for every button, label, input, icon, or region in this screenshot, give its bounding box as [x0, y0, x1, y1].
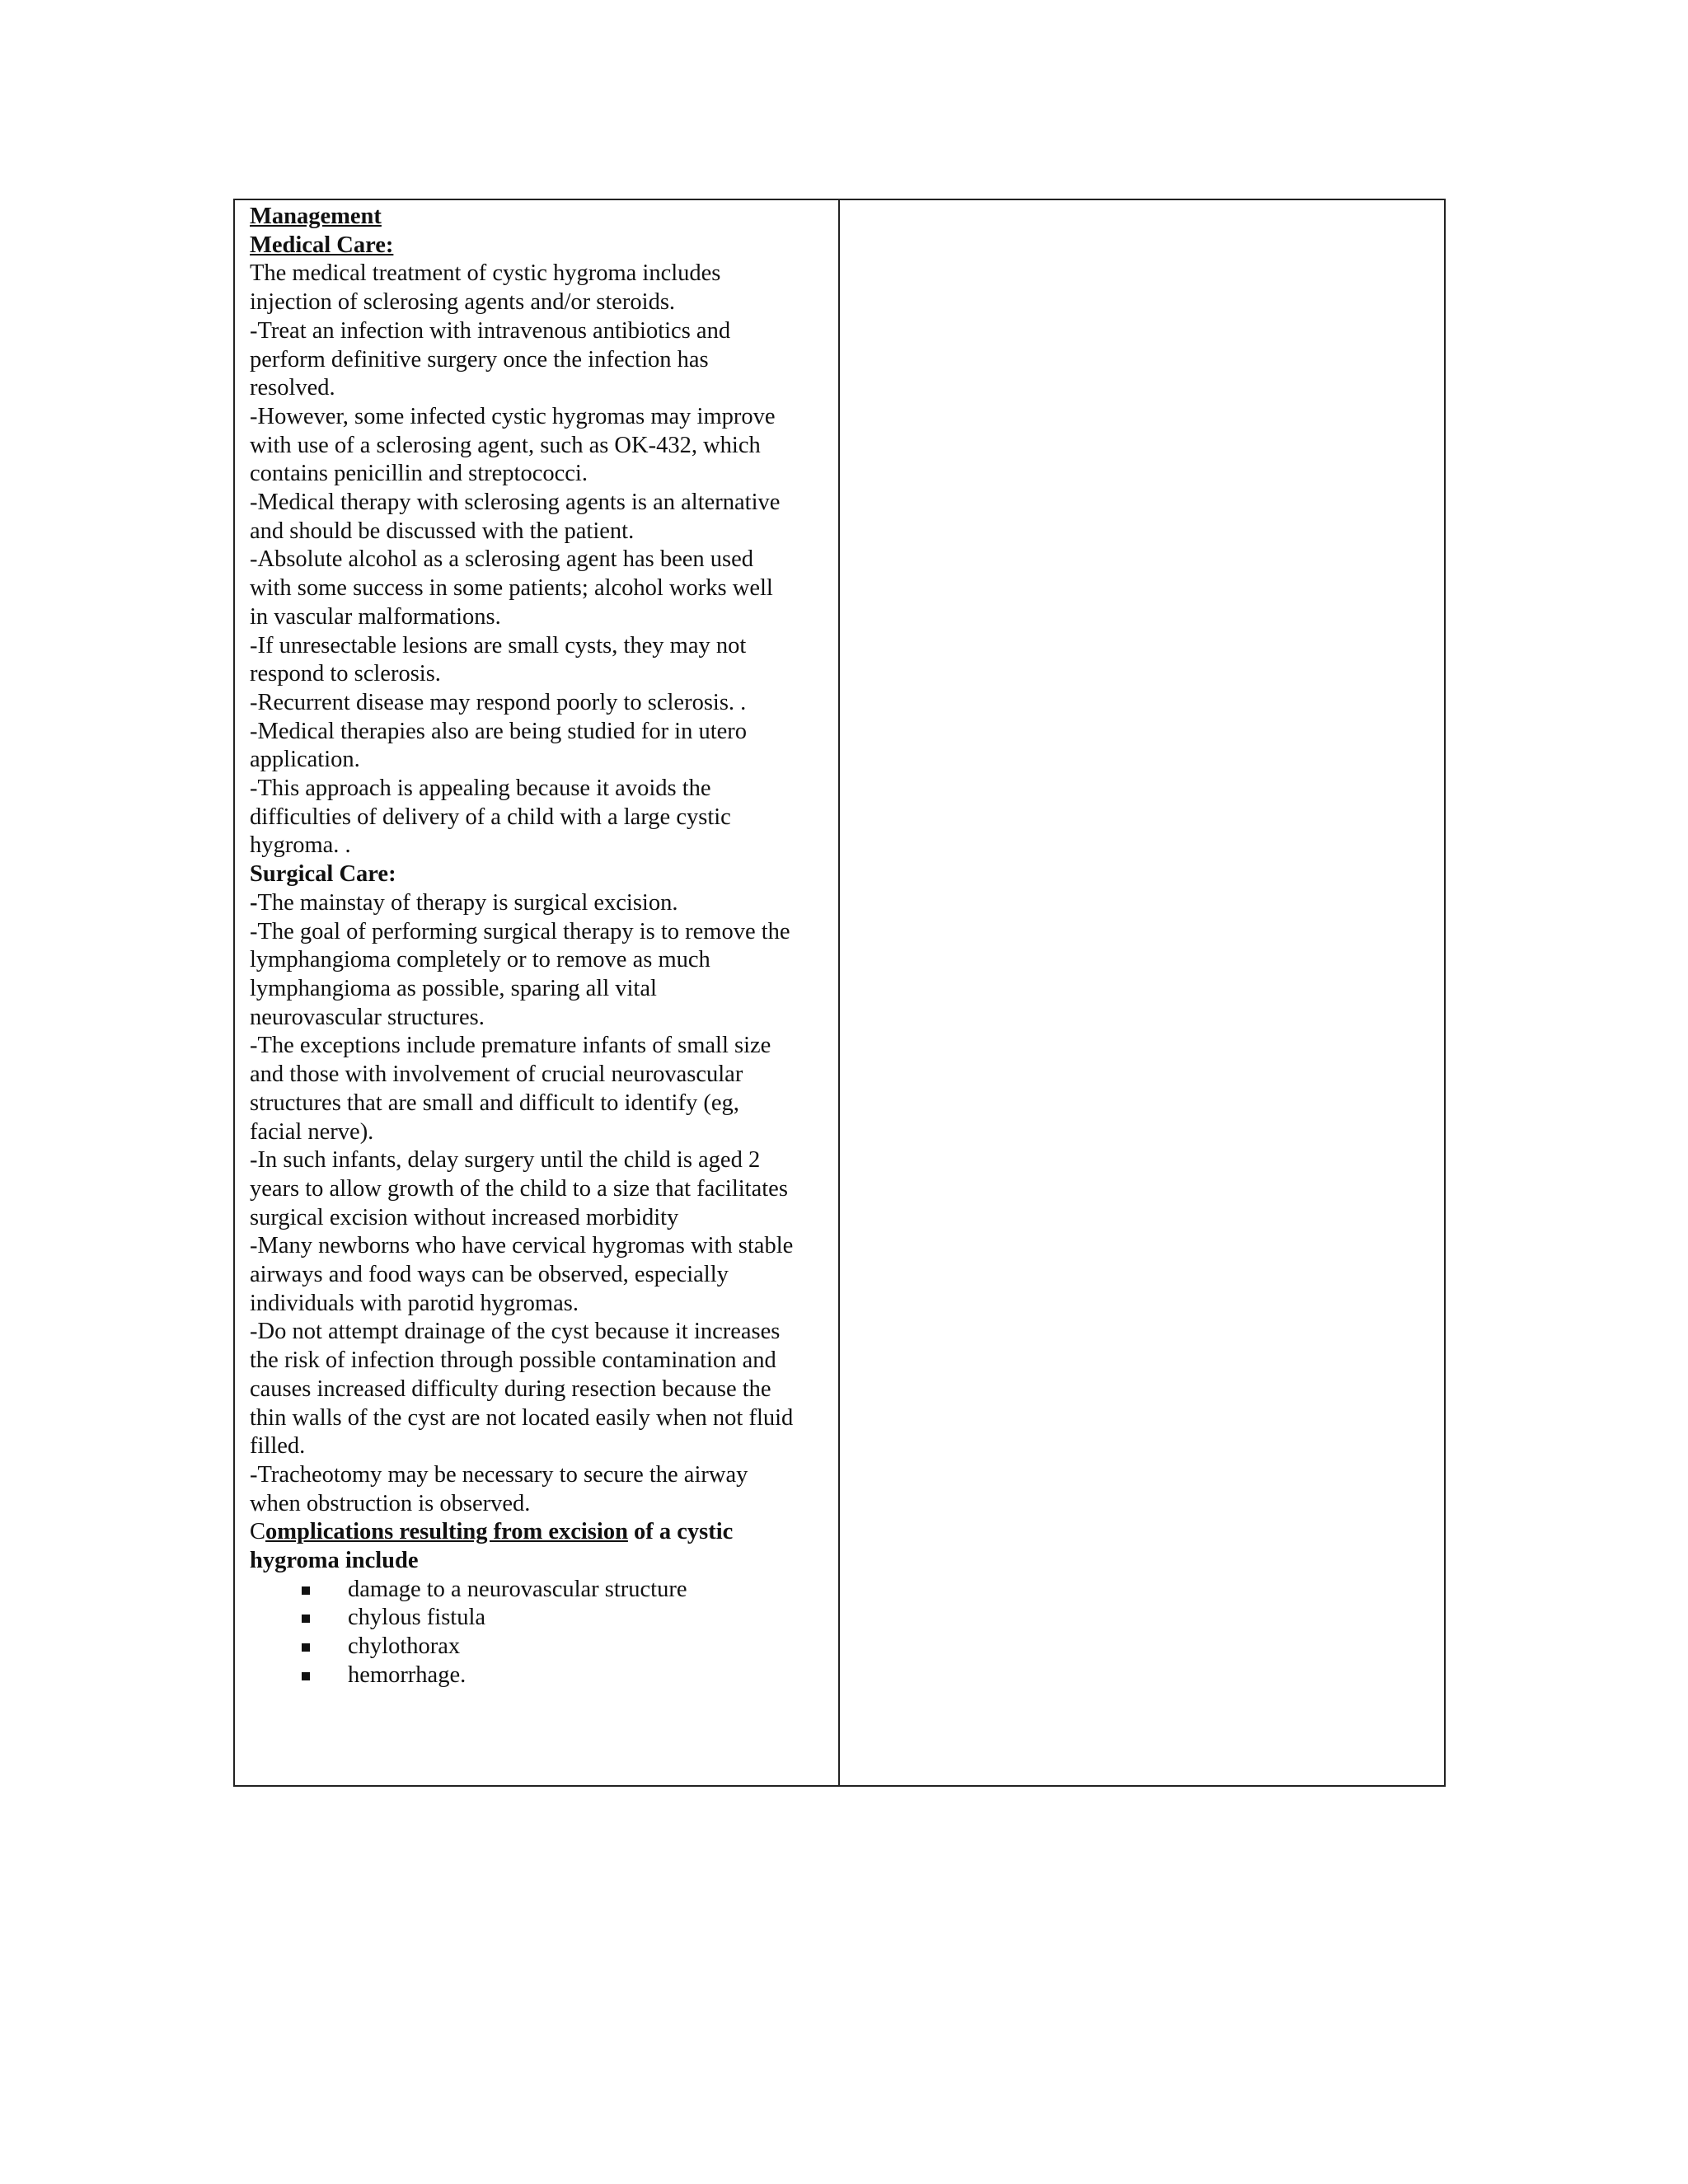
text-line: in vascular malformations. [250, 603, 501, 630]
text-line: causes increased difficulty during resection because the [250, 1376, 771, 1402]
text-line: contains penicillin and streptococci. [250, 461, 588, 487]
heading-underlined: omplications resulting from excision [265, 1519, 628, 1545]
text-line: and those with involvement of crucial neurovascular [250, 1062, 743, 1088]
list-item [250, 1633, 825, 1661]
text-line: -The exceptions include premature infants of small size [250, 1033, 771, 1059]
heading-rest: of a cystic [627, 1519, 734, 1545]
text-line: -Many newborns who have cervical hygromas with stable [250, 1233, 794, 1259]
section-heading: Management [250, 204, 382, 229]
text-line: respond to sclerosis. [250, 661, 441, 687]
list-item [250, 1661, 825, 1690]
text-line: thin walls of the cyst are not located easily when not fluid [250, 1404, 794, 1431]
text-line: -Medical therapy with sclerosing agents is an alternative [250, 490, 781, 516]
text-line: lymphangioma completely or to remove as much [250, 947, 710, 973]
text-line: -Recurrent disease may respond poorly to sclerosis. . [250, 689, 747, 715]
text-line: hygroma. . [250, 832, 351, 859]
square-bullet-icon [302, 1615, 310, 1623]
text-line: surgical excision without increased morbidity [250, 1204, 679, 1230]
complications-heading-line2: hygroma include [250, 1548, 419, 1574]
square-bullet-icon [302, 1672, 310, 1680]
left-cell [235, 200, 840, 1785]
list-item [250, 1604, 825, 1633]
surgical-care-title: Surgical Care: [250, 861, 396, 888]
text-line: -The goal of performing surgical therapy is to remove the [250, 918, 790, 944]
text-line: -Do not attempt drainage of the cyst because it increases [250, 1319, 781, 1345]
text-line: -However, some infected cystic hygromas may improve [250, 403, 776, 429]
text-line: structures that are small and difficult to identify (eg, [250, 1090, 739, 1116]
text-fragment: The mainstay of therapy is surgical excision. [257, 889, 678, 916]
text-line: -Tracheotomy may be necessary to secure the airway [250, 1461, 748, 1488]
text-line: neurovascular structures. [250, 1004, 485, 1030]
text-line: difficulties of delivery of a child with a large cystic [250, 804, 731, 830]
text-line: and should be discussed with the patient. [250, 518, 635, 544]
right-cell-empty [840, 200, 1444, 1785]
text-line: resolved. [250, 375, 335, 401]
text-line [250, 889, 825, 918]
list-item-text: chylothorax [348, 1633, 461, 1660]
medical-care-text [250, 260, 825, 860]
text-line: application. [250, 747, 360, 773]
text-line: airways and food ways can be observed, especially [250, 1262, 729, 1288]
text-line: -Medical therapies also are being studied for in utero [250, 718, 748, 744]
text-line: filled. [250, 1433, 306, 1460]
text-line: injection of sclerosing agents and/or steroids. [250, 289, 676, 316]
document-table [233, 199, 1446, 1787]
text-line: -In such infants, delay surgery until the child is aged 2 [250, 1147, 761, 1174]
text-line: with some success in some patients; alcohol works well [250, 575, 773, 602]
text-line: with use of a sclerosing agent, such as OK-432, which [250, 432, 761, 458]
text-line: -Treat an infection with intravenous antibiotics and [250, 317, 731, 344]
list-item [250, 1576, 825, 1605]
complications-list [250, 1576, 825, 1690]
list-item-text: hemorrhage. [348, 1661, 467, 1688]
list-item-text: chylous fistula [348, 1605, 486, 1631]
text-line: lymphangioma as possible, sparing all vital [250, 975, 657, 1001]
text-line: the risk of infection through possible contamination and [250, 1347, 776, 1374]
square-bullet-icon [302, 1586, 310, 1595]
medical-care-title: Medical Care: [250, 232, 394, 258]
text-line: facial nerve). [250, 1118, 374, 1145]
text-line: when obstruction is observed. [250, 1490, 531, 1516]
surgical-care-text [250, 889, 825, 1518]
heading-lead-letter: C [250, 1519, 266, 1545]
text-line: -Absolute alcohol as a sclerosing agent has been used [250, 546, 753, 573]
complications-heading [250, 1518, 825, 1547]
text-line: individuals with parotid hygromas. [250, 1290, 579, 1316]
square-bullet-icon [302, 1643, 310, 1652]
list-item-text: damage to a neurovascular structure [348, 1576, 687, 1602]
text-line: -This approach is appealing because it avoids the [250, 776, 711, 802]
bold-dash: - [250, 889, 258, 916]
text-line: The medical treatment of cystic hygroma includes [250, 260, 721, 287]
text-line: -If unresectable lesions are small cysts, they may not [250, 632, 747, 658]
text-line: perform definitive surgery once the infection has [250, 346, 709, 373]
text-line: years to allow growth of the child to a size that facilitates [250, 1175, 788, 1202]
